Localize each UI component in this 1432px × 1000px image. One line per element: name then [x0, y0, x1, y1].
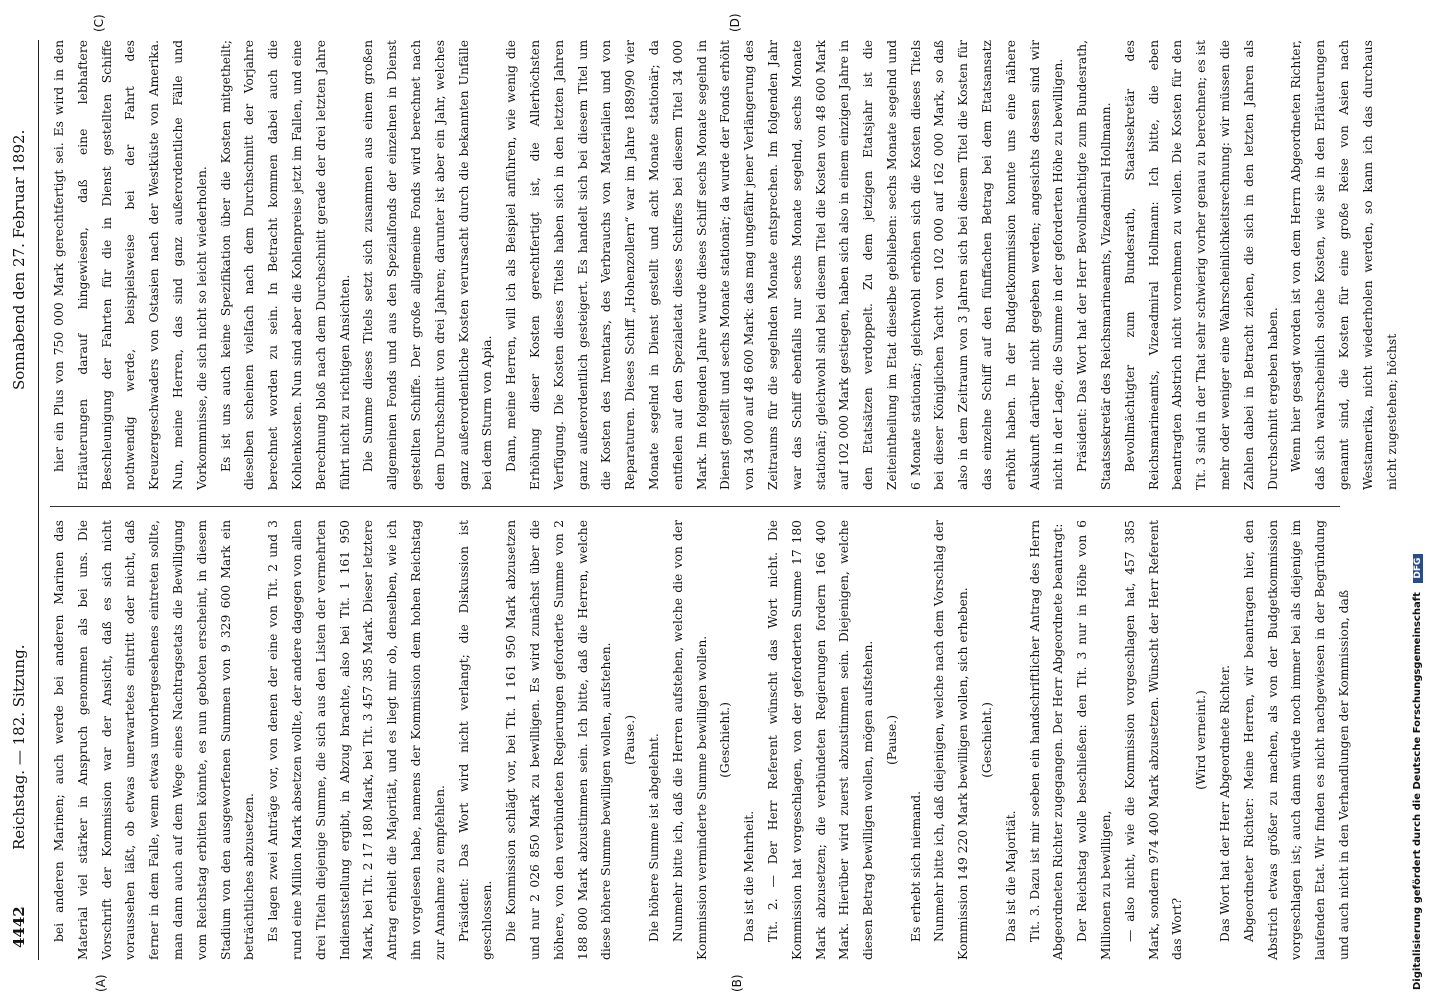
right-column [48, 40, 1404, 490]
paragraph: Präsident: Das Wort hat der Herr Bevollmächtigte zum Bundesrath, Staatssekretär des Reichsmarineamts, Vizeadmiral Hollmann. [1075, 40, 1114, 490]
paragraph: Es erhebt sich niemand. [908, 790, 923, 942]
footer-text: Digitalisierung gefördert durch die Deutsche Forschungsgemeinschaft [1412, 592, 1423, 990]
margin-mark-a: (A) [94, 974, 108, 992]
digitization-footer [1412, 554, 1423, 990]
paragraph: Das Wort hat der Herr Abgeordnete Richter. [1218, 664, 1233, 942]
paragraph: Es ist uns auch keine Spezifikation über die Kosten mitgetheilt; dieselben scheinen vielfach nach dem Durchschnitt der Vorjahre berechnet worden zu sein. In Betracht kommen dabei auch die Kohlenkosten. Nun sind aber die Kohlenpreise jetzt im Fallen, und eine Berechnung bloß nach dem Durchschnitt gerade der drei letzten Jahre führt nicht zu richtigen Ansichten. [218, 40, 352, 490]
header-title: Reichstag. — 182. Sitzung. [10, 644, 28, 850]
stage-direction: (Pause.) [623, 714, 638, 766]
paragraph: Die Kommission schlägt vor, bei Tit. 1 161 950 Mark abzusetzen und nur 2 026 850 Mark zu bewilligen. Es wird zunächst über die höhere, von den verbündeten Regierungen geforderte Summe von 2 188 800 Mark abzustimmen sein. Ich bitte, daß die Herren, welche diese höhere Summe bewilligen wollen, aufstehen. [504, 520, 614, 960]
margin-mark-c: (C) [92, 14, 106, 32]
stage-direction: (Wird verneint.) [1194, 690, 1209, 790]
paragraph: Das ist die Mehrheit. [742, 810, 757, 942]
paragraph: Die Summe dieses Titels setzt sich zusammen aus einem großen allgemeinen Fonds und aus den Spezialfonds der einzelnen in Dienst gestellten Schiffe. Der große allgemeine Fonds wird berechnet nach dem Durchschnitt von drei Jahren; darunter ist aber ein Jahr, welches ganz außerordentliche Kosten verursacht durch die bekannten Unfälle bei dem Sturm von Apia. [361, 40, 495, 490]
left-column [48, 520, 1357, 960]
paragraph: Nunmehr bitte ich, daß die Herren aufstehen, welche die von der Kommission verminderte Summe bewilligen wollen. [670, 520, 709, 960]
paragraph: Die höhere Summe ist abgelehnt. [646, 733, 661, 942]
dfg-logo: DFG [1413, 554, 1423, 583]
paragraph: Tit. 3. Dazu ist mir soeben ein handschriftlicher Antrag des Herrn Abgeordneten Richter zugegangen. Der Herr Abgeordnete beantragt: [1027, 520, 1066, 960]
paragraph: bei anderen Marinen; auch werde bei anderen Marinen das Material viel stärker in Anspruch genommen als bei uns. Die Vorschrift der Kommission war der Ansicht, daß es sich nicht voraussehen läßt, ob etwas unerwartetes eintritt oder nicht, daß ferner in dem Falle, wenn etwas unvorhergesehenes eintreten sollte, man dann auch auf dem Wege eines Nachtragsetats die Bewilligung vom Reichstag erbitten könnte, es nun geboten erscheint, in diesem Stadium von den ausgeworfenen Summen von 9 329 600 Mark ein beträchtliches abzusetzen. [52, 520, 257, 960]
stage-direction: (Geschieht.) [718, 702, 733, 778]
paragraph: Dann, meine Herren, will ich als Beispiel anführen, wie wenig die Erhöhung dieser Kosten gerechtfertigt ist, die Allerhöchsten Verfügung. Die Kosten dieses Titels haben sich in den letzten Jahren ganz außerordentlich gesteigert. Es handelt sich bei diesem Titel um die Kosten des Inventars, des Verbrauchs von Materialien und von Reparaturen. Dieses Schiff „Hohenzollern“ war im Jahre 1889/90 vier Monate segelnd in Dienst gestellt und acht Monate stationär; da entfielen auf den Spezialetat dieses Schiffes bei diesem Titel 34 000 Mark. Im folgenden Jahre wurde dieses Schiff sechs Monate segelnd in Dienst gestellt und sechs Monate stationär; da wurde der Fonds erhöht von 34 000 auf 48 600 Mark: das mag ungefähr jener Verlängerung des Zeitraums für die segelnden Monate entsprechen. Im folgenden Jahr war das Schiff ebenfalls nur sechs Monate segelnd, sechs Monate stationär; gleichwohl sind bei diesem Titel die Kosten von 48 600 Mark auf 102 000 Mark gestiegen, haben sich also in einem einzigen Jahre in den Etatsätzen verdoppelt. Zu dem jetzigen Etatsjahr ist die Zeiteintheilung im Etat dieselbe geblieben: sechs Monate segelnd und 6 Monate stationär; gleichwohl erhöhen sich die Kosten dieses Titels bei dieser Königlichen Yacht von 102 000 auf 162 000 Mark, so daß also in dem Zeitraum von 3 Jahren sich bei diesem Titel die Kosten für das einzelne Schiff auf den fünffachen Betrag bei dem Etatsansatz erhöht haben. In der Budgetkommission konnte uns eine nähere Auskunft darüber nicht gegeben werden; angesichts dessen sind wir nicht in der Lage, die Summe in der geforderten Höhe zu bewilligen. [504, 40, 1066, 490]
stage-direction: (Pause.) [884, 714, 899, 766]
paragraph: Bevollmächtigter zum Bundesrath, Staatssekretär des Reichsmarineamts, Vizeadmiral Hollmann: Ich bitte, die eben beantragten Abstrich nicht vornehmen zu wollen. Die Kosten für den Tit. 3 sind in der That sehr schwierig vorher genau zu berechnen; es ist mehr oder weniger eine Wahrscheinlichkeitsrechnung: wir müssen die Zahlen dabei in Betracht ziehen, die sich in den letzten Jahren als Durchschnitt ergeben haben. [1122, 40, 1280, 490]
page-number: 4442 [10, 906, 28, 948]
paragraph: Wenn hier gesagt worden ist von dem Herrn Abgeordneten Richter, daß sich wahrscheinlich solche Kosten, wie sie in den Erläuterungen genannt sind, die Kosten für eine große Reise von Asien nach Westamerika, nicht wiederholen werden, so kann ich das durchaus nicht zugestehen; höchst [1289, 40, 1399, 490]
paragraph: Tit. 2. — Der Herr Referent wünscht das Wort nicht. Die Kommission hat vorgeschlagen, von der geforderten Summe 17 180 Mark abzusetzen; die verbündeten Regierungen fordern 166 400 Mark. Hierüber wird zuerst abzustimmen sein. Diejenigen, welche diesen Betrag bewilligen wollen, mögen aufstehen. [765, 520, 876, 960]
paragraph: — also nicht, wie die Kommission vorgeschlagen hat, 457 385 Mark, sondern 974 400 Mark abzusetzen. Wünscht der Herr Referent das Wort? [1122, 520, 1185, 960]
paragraph: Das ist die Majorität. [1003, 810, 1018, 942]
stage-direction: (Geschieht.) [980, 702, 995, 778]
paragraph: Abgeordneter Richter: Meine Herren, wir beantragen hier, den Abstrich etwas größer zu machen, als von der Budgetkommission vorgeschlagen ist; auch dann würde noch immer bei als diejenige im laufenden Etat. Wir finden es nicht nachgewiesen in der Begründung und auch nicht in den Verhandlungen der Kommission, daß [1241, 520, 1352, 960]
paragraph: Nunmehr bitte ich, daß diejenigen, welche nach dem Vorschlag der Kommission 149 220 Mark bewilligen wollen, sich erheben. [932, 520, 971, 960]
column-separator [50, 506, 1340, 507]
paragraph: hier ein Plus von 750 000 Mark gerechtfertigt sei. Es wird in den Erläuterungen darauf hingewiesen, daß eine lebhaftere Beschleunigung der Fahrten für die in Dienst gestellten Schiffe nothwendig werde, beispielsweise bei der Fahrt des Kreuzergeschwaders von Ostasien nach der Westküste von Amerika. Nun, meine Herren, das sind ganz außerordentliche Fälle und Vorkommnisse, die sich nicht so leicht wiederholen. [52, 40, 209, 490]
paragraph: Präsident: Das Wort wird nicht verlangt; die Diskussion ist geschlossen. [456, 520, 495, 960]
margin-mark-b: (B) [730, 974, 744, 992]
header-rule [38, 40, 39, 960]
motion-text: Der Reichstag wolle beschließen: den Tit. 3 nur in Höhe von 6 Millionen zu bewilligen, [1075, 520, 1114, 960]
margin-mark-d: (D) [728, 13, 742, 32]
header-date: Sonnabend den 27. Februar 1892. [10, 129, 28, 390]
paragraph: Es lagen zwei Anträge vor, von denen der eine von Tit. 2 und 3 rund eine Million Mark absetzen wollte, der andere dagegen von allen drei Titeln diejenige Summe, die sich aus den Listen der vermehrten Indienststellung ergibt, in Abzug brachte, also bei Tit. 1 161 950 Mark, bei Tit. 2 17 180 Mark, bei Tit. 3 457 385 Mark. Dieser letztere Antrag erhielt die Majorität, und es liegt mir ob, denselben, wie ich ihn vorgelesen habe, namens der Kommission dem hohen Reichstag zur Annahme zu empfehlen. [266, 520, 447, 960]
